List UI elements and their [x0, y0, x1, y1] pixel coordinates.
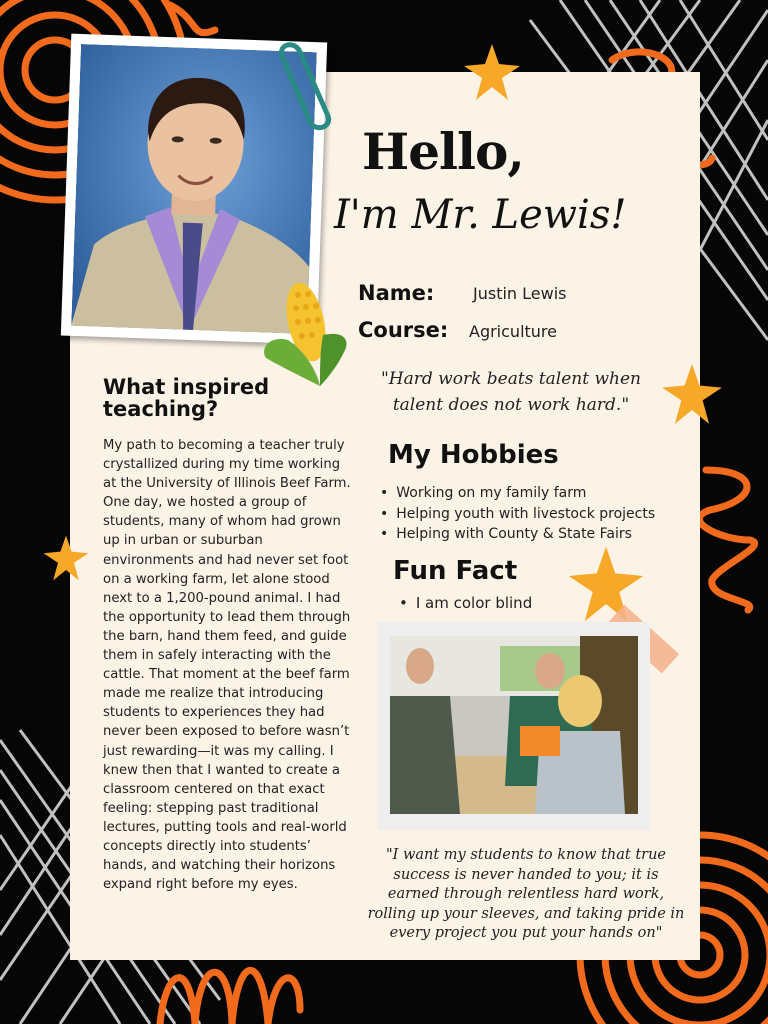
fun-fact-list [399, 593, 532, 614]
inspiration-body: My path to becoming a teacher truly crystallized during my time working at the University of Illinois Beef Farm. One day, we hosted a group of students, many of whom had grown up in urban or suburban environments and had never set foot on a working farm, let alone stood next to a 1,200-pound animal. I had the opportunity to lead them through the barn, hand them feed, and guide them in safely interacting with the cattle. That moment at the beef farm made me realize that introducing students to experiences they had never been exposed to before wasn’t just rewarding—it was my calling. I knew then that I wanted to create a classroom centered on that exact feeling: stepping past traditional lectures, putting tools and real-world concepts directly into students’ hands, and watching their horizons expand right before my eyes. [103, 438, 351, 893]
list-item: • Helping youth with livestock projects [380, 504, 655, 525]
closing-quote: "I want my students to know that true success is never handed to you; it is earned through relentless hard work, rolling up your sleeves, and taking pride in every project you put your hands on" [367, 847, 685, 941]
motto-quote: "Hard work beats talent when talent does not work hard." [380, 369, 641, 415]
course-label: Course: [358, 318, 449, 342]
list-item: • I am color blind [399, 593, 532, 614]
hobbies-heading: My Hobbies [388, 440, 559, 470]
course-value: Agriculture [469, 322, 557, 341]
inspiration-heading: What inspired teaching? [103, 375, 270, 421]
classroom-photo [378, 622, 650, 830]
star-icon [42, 534, 90, 582]
star-icon [660, 362, 724, 426]
name-label: Name: [358, 281, 435, 305]
list-item: • Helping with County & State Fairs [380, 524, 655, 545]
name-value: Justin Lewis [473, 284, 567, 303]
star-icon [566, 544, 646, 624]
greeting-heading: Hello, [362, 122, 524, 181]
star-icon [462, 42, 522, 102]
list-item: • Working on my family farm [380, 483, 655, 504]
paperclip-icon [270, 34, 340, 134]
corn-icon [258, 280, 350, 390]
intro-heading: I'm Mr. Lewis! [334, 192, 627, 238]
fun-fact-heading: Fun Fact [393, 556, 518, 586]
hobbies-list [380, 483, 655, 545]
